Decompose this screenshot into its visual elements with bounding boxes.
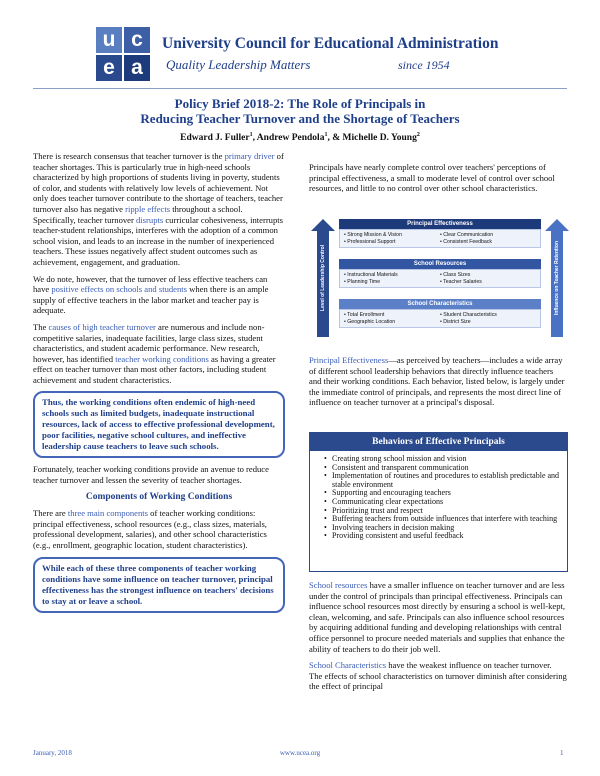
header-divider	[33, 88, 567, 89]
layer-items	[339, 229, 541, 248]
paragraph-school-resources: School resources have a smaller influence on teacher turnover and are less under the control of principals than principal effectiveness. Principals can influence school resources most directly by ensuring a school is well-kept, clean, welcoming, and safe. Principals can also influence school resources by acquiring additional funding and developing relationships with central office personnel to procure needed materials and supplies that enhance the ability of teachers to do their job well.	[309, 580, 566, 654]
layer-school-resources	[339, 259, 541, 288]
behavior-item: • Implementation of routines and procedures to establish predictable and stable environment	[324, 472, 561, 489]
lead-principal-effectiveness: Principal Effectiveness	[309, 355, 389, 365]
footer-date: January, 2018	[33, 749, 72, 757]
link-disrupts[interactable]: disrupts	[136, 214, 164, 225]
layer-item: • Teacher Salaries	[440, 279, 536, 285]
behavior-item: • Involving teachers in decision making	[324, 524, 561, 533]
influence-diagram	[311, 219, 569, 337]
author-2-affil: 1	[324, 132, 328, 138]
brief-title-line1: Policy Brief 2018-2: The Role of Principals in	[174, 96, 426, 111]
page-number: 1	[560, 749, 564, 757]
lead-school-resources: School resources	[309, 580, 368, 590]
behaviors-title: Behaviors of Effective Principals	[310, 433, 567, 451]
authors	[0, 132, 600, 143]
layer-item: • Planning Time	[344, 279, 440, 285]
author-1: Edward J. Fuller	[180, 133, 250, 144]
ucea-logo	[96, 27, 150, 81]
layer-school-characteristics	[339, 299, 541, 328]
behavior-item: • Communicating clear expectations	[324, 498, 561, 507]
layer-item: • Instructional Materials	[344, 272, 440, 278]
link-working-conditions[interactable]: teacher working conditions	[115, 353, 209, 364]
paragraph-principal-effectiveness: Principal Effectiveness—as perceived by teachers—includes a wide array of different school leadership behaviors that directly influence teachers and their working conditions. Each behavior, listed below, is largely under the immediate control of principals, and represents the most direct line of influence on teacher turnover at a principal's disposal.	[309, 355, 565, 408]
left-column	[33, 151, 285, 613]
layer-items	[339, 269, 541, 288]
layer-item: • Consistent Feedback	[440, 239, 536, 245]
behavior-item: • Providing consistent and useful feedback	[324, 532, 561, 541]
layer-title: Principal Effectiveness	[339, 219, 541, 229]
layer-title: School Resources	[339, 259, 541, 269]
link-primary-driver[interactable]: primary driver	[224, 151, 275, 161]
right-principal-effectiveness	[309, 355, 567, 414]
behavior-item: • Consistent and transparent communication	[324, 464, 561, 473]
behaviors-list	[310, 451, 567, 541]
right-lower	[309, 580, 567, 698]
subhead-components: Components of Working Conditions	[85, 491, 233, 502]
layer-item: • District Size	[440, 319, 536, 325]
callout-working-conditions: Thus, the working conditions often endemic of high-need schools such as limited budgets, inadequate instructional resources, lack of access to effective professional development, poor facilities, negative school cultures, and ineffective leadership cause teachers to leave such schools.	[33, 391, 285, 458]
layer-item: • Class Sizes	[440, 272, 536, 278]
paragraph-positive-effects: We do note, however, that the turnover of less effective teachers can have positive effects on schools and students when there is an ample supply of effective teachers in the labor market and teacher pay is adequate.	[33, 273, 269, 316]
paragraph-causes: The causes of high teacher turnover are numerous and include non-competitive salaries, inadequate facilities, large class sizes, student characteristics, and student academic performance. New research, however, has identified teacher working conditions as having a greater effect on teacher turnover than most other factors, including student achievement and student characteristics.	[33, 321, 276, 385]
behavior-item: • Buffering teachers from outside influences that interfere with teaching	[324, 515, 561, 524]
callout-principal-influence: While each of these three components of teacher working conditions have some influence on teacher turnover, principal effectiveness has the strongest influence on teachers' decisions to stay at or leave a school.	[33, 557, 285, 613]
layer-item: • Total Enrollment	[344, 312, 440, 318]
link-three-components[interactable]: three main components	[67, 508, 149, 519]
right-intro	[309, 162, 567, 200]
footer-url[interactable]: www.ucea.org	[279, 749, 321, 757]
paragraph-school-characteristics: School Characteristics have the weakest influence on teacher turnover. The effects of school characteristics on turnover diminish after considering the effect of principal	[309, 660, 567, 692]
paragraph-fortunately: Fortunately, teacher working conditions provide an avenue to reduce teacher turnover and lessen the severity of teacher shortages.	[33, 464, 269, 486]
logo-letter-e: e	[96, 55, 122, 81]
layer-item: • Geographic Location	[344, 319, 440, 325]
logo-letter-a: a	[124, 55, 150, 81]
leadership-control-label: Level of Leadership Control	[320, 244, 326, 312]
lead-school-characteristics: School Characteristics	[309, 660, 387, 671]
behavior-item: • Creating strong school mission and vision	[324, 455, 561, 464]
org-name: University Council for Educational Administration	[162, 35, 499, 52]
paragraph-components: There are three main components of teacher working conditions: principal effectiveness, school resources (e.g., class sizes, materials, professional development, salaries), and other school characteristics (e.g., enrollment, geographic location, student characteristics).	[33, 508, 267, 551]
since-label: since 1954	[398, 58, 450, 72]
layer-item: • Clear Communication	[440, 232, 536, 238]
layer-item: • Student Characteristics	[440, 312, 536, 318]
layer-items	[339, 309, 541, 328]
author-sep: ,	[252, 133, 257, 144]
behaviors-box	[309, 432, 568, 572]
retention-influence-label: Influence on Teacher Retention	[554, 240, 560, 316]
logo-letter-c: c	[124, 27, 150, 53]
brief-title-line2: Reducing Teacher Turnover and the Shortage of Teachers	[140, 111, 460, 126]
author-sep: , &	[327, 133, 343, 144]
behavior-item: • Prioritizing trust and respect	[324, 507, 561, 516]
author-3-affil: 2	[416, 132, 420, 138]
layer-title: School Characteristics	[339, 299, 541, 309]
layer-item: • Professional Support	[344, 239, 440, 245]
author-1-affil: 1	[249, 132, 253, 138]
link-positive-effects[interactable]: positive effects on schools and students	[51, 284, 188, 295]
tagline: Quality Leadership Matters	[166, 57, 311, 72]
link-causes-turnover[interactable]: causes of high teacher turnover	[48, 321, 156, 332]
logo-letter-u: u	[96, 27, 122, 53]
layer-principal-effectiveness	[339, 219, 541, 248]
author-2: Andrew Pendola	[256, 133, 325, 144]
link-ripple-effects[interactable]: ripple effects	[125, 203, 171, 214]
layer-item: • Strong Mission & Vision	[344, 232, 440, 238]
author-3: Michelle D. Young	[342, 133, 417, 144]
behavior-item: • Supporting and encouraging teachers	[324, 489, 561, 498]
paragraph-intro: There is research consensus that teacher turnover is the primary driver of teacher shortages. This is particularly true in high-need schools characterized by high proportions of students living in poverty, students of color, and students with relatively low levels of achievement. Not only does teacher turnover contribute to the shortage of teachers, teacher turnover also has negative ripple effects throughout a school. Specifically, teacher turnover disrupts curricular cohesiveness, interrupts teacher-student relationships, interferes with the adoption of a common school vision, and leads to an increase in the number of inexperienced teachers. These issues negatively affect student outcomes such as achievement, engagement, and graduation.	[33, 151, 284, 267]
paragraph-principal-control: Principals have nearly complete control over teachers' perceptions of principal effectiveness, a small to moderate level of control over school resources, and little to no control over other school characteristics.	[309, 162, 555, 194]
